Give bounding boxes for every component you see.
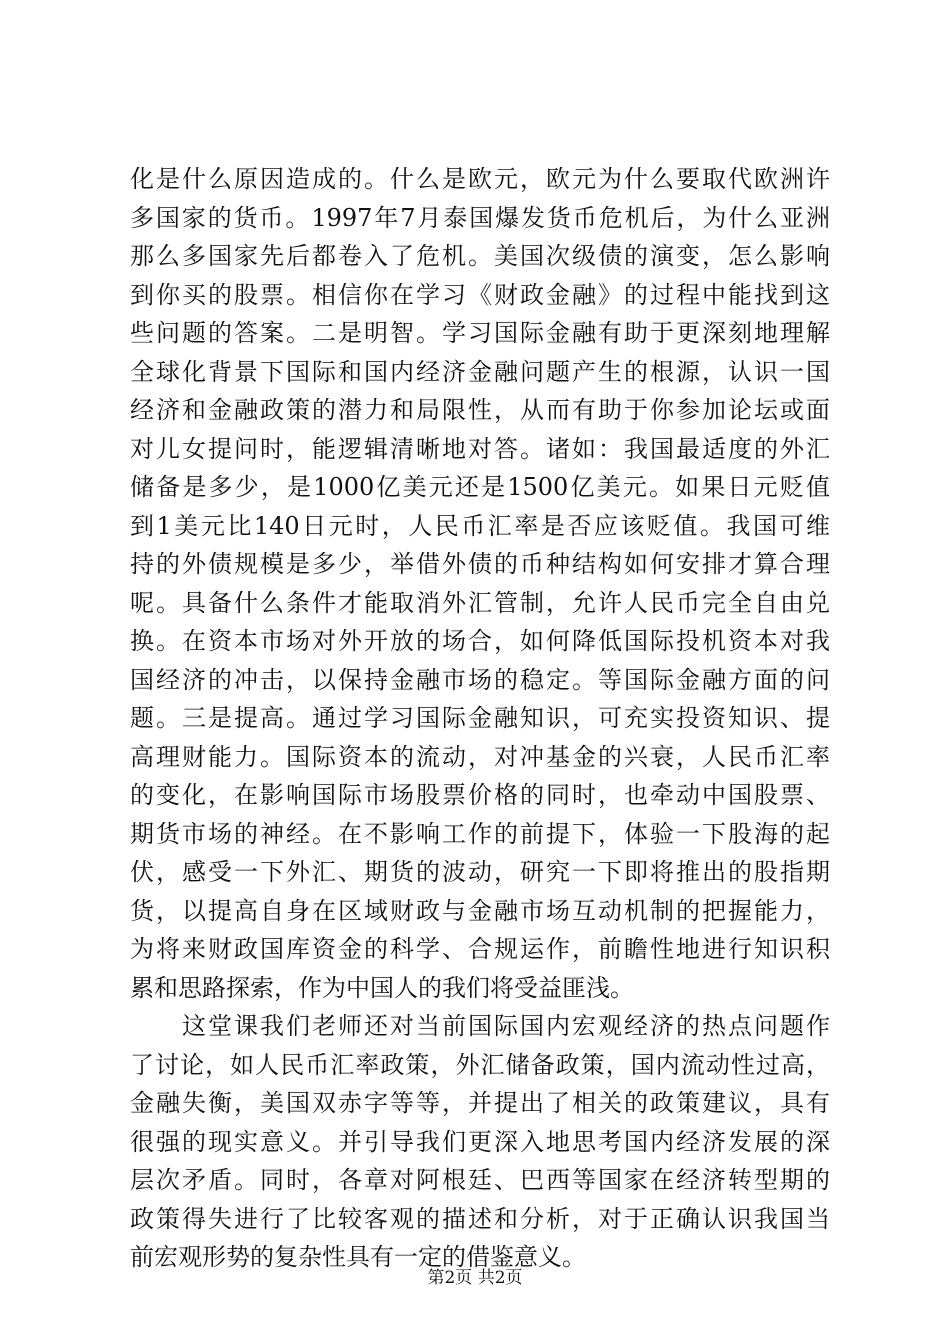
body-text bbox=[130, 160, 830, 1277]
text-line: 国经济的冲击，以保持金融市场的稳定。等国际金融方面的问 bbox=[130, 665, 830, 694]
text-line: 高理财能力。国际资本的流动，对冲基金的兴衰，人民币汇率 bbox=[130, 742, 830, 771]
text-line: 了讨论，如人民币汇率政策，外汇储备政策，国内流动性过高， bbox=[130, 1050, 830, 1079]
text-line: 伏，感受一下外汇、期货的波动，研究一下即将推出的股指期 bbox=[130, 858, 830, 886]
text-line: 多国家的货币。1997年7月泰国爆发货币危机后，为什么亚洲 bbox=[130, 203, 830, 232]
text-line: 期货市场的神经。在不影响工作的前提下，体验一下股海的起 bbox=[130, 819, 830, 848]
text-line: 货，以提高自身在区域财政与金融市场互动机制的把握能力， bbox=[130, 896, 830, 925]
text-line: 到1美元比140日元时，人民币汇率是否应该贬值。我国可维 bbox=[130, 511, 830, 540]
text-line: 换。在资本市场对外开放的场合，如何降低国际投机资本对我 bbox=[130, 627, 830, 655]
text-line: 金融失衡，美国双赤字等等，并提出了相关的政策建议，具有 bbox=[130, 1089, 830, 1117]
text-line: 经济和金融政策的潜力和局限性，从而有助于你参加论坛或面 bbox=[130, 396, 830, 424]
text-line: 前宏观形势的复杂性具有一定的借鉴意义。 bbox=[130, 1243, 586, 1271]
text-line: 那么多国家先后都卷入了危机。美国次级债的演变，怎么影响 bbox=[130, 242, 830, 270]
text-line: 些问题的答案。二是明智。学习国际金融有助于更深刻地理解 bbox=[130, 319, 830, 347]
text-line: 的变化，在影响国际市场股票价格的同时，也牵动中国股票、 bbox=[130, 781, 830, 809]
text-line: 很强的现实意义。并引导我们更深入地思考国内经济发展的深 bbox=[130, 1127, 830, 1156]
text-line: 这堂课我们老师还对当前国际国内宏观经济的热点问题作 bbox=[130, 1012, 830, 1040]
text-line: 层次矛盾。同时，各章对阿根廷、巴西等国家在经济转型期的 bbox=[130, 1166, 830, 1194]
text-line: 累和思路探索，作为中国人的我们将受益匪浅。 bbox=[130, 973, 634, 1002]
page-footer: 第2页 共2页 bbox=[427, 1268, 523, 1288]
text-line: 到你买的股票。相信你在学习《财政金融》的过程中能找到这 bbox=[130, 280, 830, 309]
text-line: 为将来财政国库资金的科学、合规运作，前瞻性地进行知识积 bbox=[130, 935, 830, 963]
text-line: 对儿女提问时，能逻辑清晰地对答。诸如：我国最适度的外汇 bbox=[130, 434, 830, 463]
text-line: 储备是多少，是1000亿美元还是1500亿美元。如果日元贬值 bbox=[130, 473, 830, 501]
text-line: 呢。具备什么条件才能取消外汇管制，允许人民币完全自由兑 bbox=[130, 588, 830, 617]
text-line: 政策得失进行了比较客观的描述和分析，对于正确认识我国当 bbox=[130, 1204, 830, 1233]
text-line: 化是什么原因造成的。什么是欧元，欧元为什么要取代欧洲许 bbox=[130, 165, 830, 193]
text-line: 持的外债规模是多少，举借外债的币种结构如何安排才算合理 bbox=[130, 550, 830, 578]
text-line: 全球化背景下国际和国内经济金融问题产生的根源，认识一国 bbox=[130, 357, 830, 386]
text-line: 题。三是提高。通过学习国际金融知识，可充实投资知识、提 bbox=[130, 704, 830, 732]
